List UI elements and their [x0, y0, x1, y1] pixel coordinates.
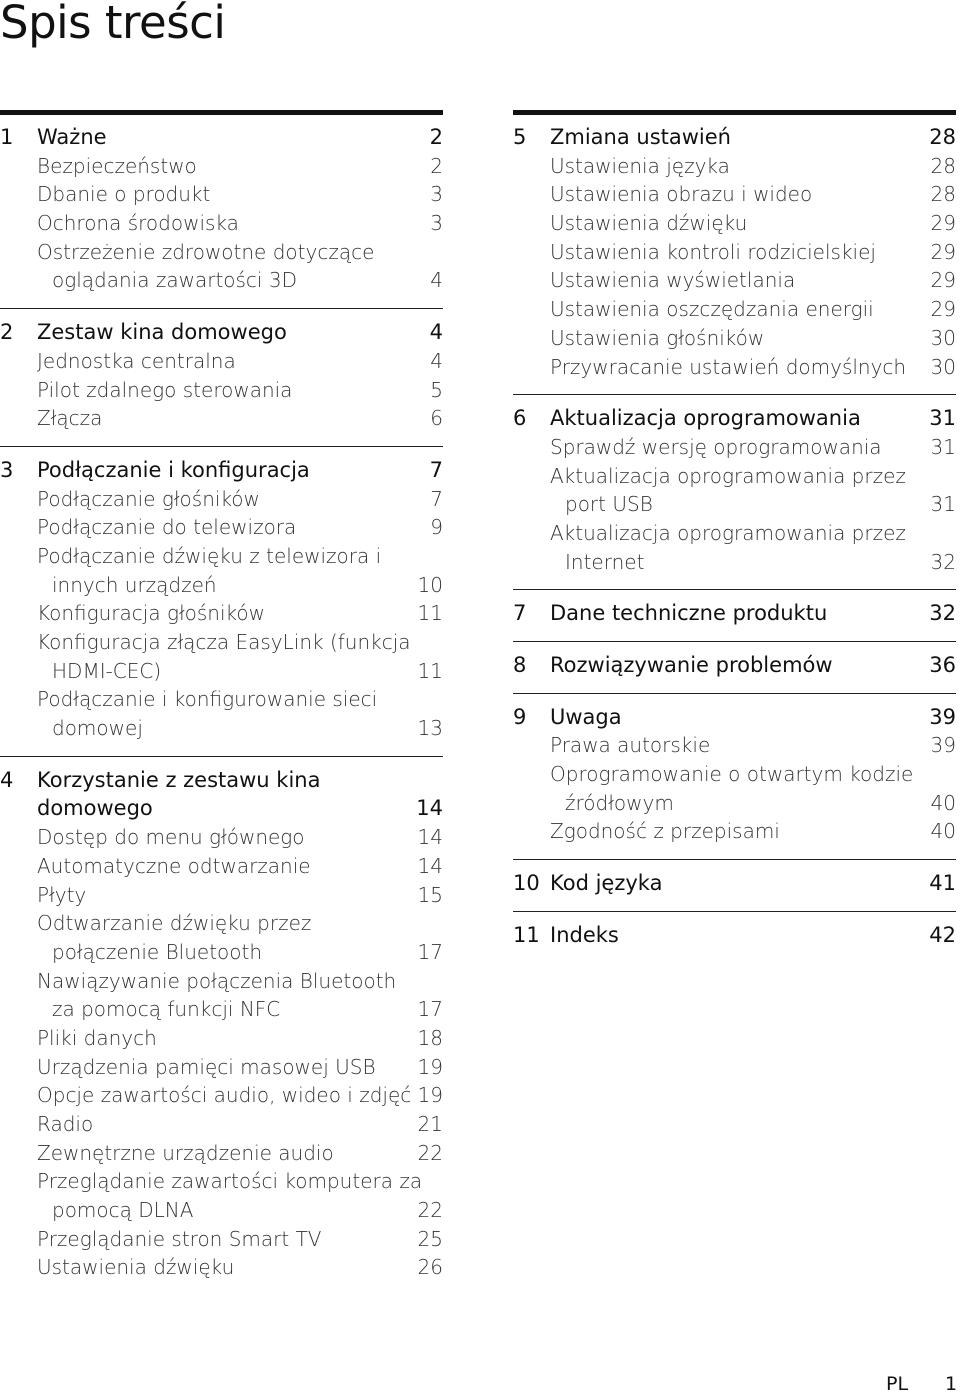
- chapter-title: Podłączanie i konfiguracja: [37, 457, 310, 482]
- toc-entry[interactable]: [513, 817, 956, 846]
- toc-entry-label: Płyty: [37, 882, 87, 907]
- chapter-page-number: 42: [929, 922, 956, 947]
- toc-entry-label: Aktualizacja oprogramowania przez: [550, 463, 906, 488]
- toc-entry-label: port USB: [565, 492, 653, 517]
- chapter-number: 3: [0, 457, 14, 482]
- toc-entry[interactable]: [513, 353, 956, 382]
- toc-entry-page-number: 17: [417, 997, 443, 1022]
- toc-entry[interactable]: [0, 1139, 443, 1168]
- toc-section: [0, 308, 443, 433]
- toc-entry-page-number: 40: [930, 790, 956, 815]
- chapter-page-number: 28: [929, 125, 956, 149]
- toc-entry-page-number: 32: [930, 549, 956, 574]
- toc-entry-label: Bezpieczeństwo: [37, 153, 197, 178]
- toc-chapter-heading[interactable]: [0, 766, 443, 795]
- toc-entry-label: Internet: [565, 549, 645, 574]
- toc-entry[interactable]: [0, 209, 443, 238]
- toc-entry-page-number: 21: [417, 1112, 443, 1136]
- toc-chapter-heading[interactable]: [513, 869, 956, 898]
- toc-entry[interactable]: [0, 1196, 443, 1225]
- toc-entry[interactable]: [0, 180, 443, 209]
- toc-entry-page-number: 19: [417, 1054, 443, 1079]
- toc-entry-label: Ustawienia dźwięku: [37, 1255, 235, 1280]
- toc-entry[interactable]: [0, 881, 443, 910]
- toc-entry[interactable]: [0, 1225, 443, 1254]
- toc-entry-label: Przeglądanie zawartości komputera za: [37, 1169, 423, 1194]
- toc-entry-label: Ustawienia oszczędzania energii: [550, 297, 874, 322]
- toc-entry[interactable]: [0, 1081, 443, 1110]
- toc-entry[interactable]: [0, 599, 443, 628]
- toc-entry-page-number: 3: [430, 211, 443, 236]
- toc-chapter-heading[interactable]: [513, 703, 956, 732]
- chapter-number: 2: [0, 320, 14, 345]
- toc-entry-label: Dbanie o produkt: [37, 182, 211, 207]
- toc-entry[interactable]: [0, 404, 443, 433]
- toc-entry-label: Przeglądanie stron Smart TV: [37, 1226, 322, 1251]
- toc-entry[interactable]: [513, 152, 956, 181]
- chapter-number: 11: [513, 922, 540, 947]
- chapter-page-number: 31: [929, 406, 956, 431]
- toc-entry[interactable]: [513, 238, 956, 267]
- toc-entry-page-number: 11: [417, 658, 443, 683]
- toc-section: [0, 110, 443, 295]
- toc-chapter-heading[interactable]: [513, 921, 956, 950]
- toc-entry-label: połączenie Bluetooth: [52, 939, 263, 964]
- chapter-number: 6: [513, 406, 527, 431]
- toc-column-left: [0, 110, 443, 1282]
- toc-entry-page-number: 7: [430, 486, 443, 511]
- toc-entry-label: Ustawienia języka: [550, 153, 730, 178]
- toc-entry[interactable]: [513, 490, 956, 519]
- toc-entry[interactable]: [513, 760, 956, 789]
- toc-entry-label: Zgodność z przepisami: [550, 819, 780, 844]
- toc-entry-page-number: 22: [417, 1198, 443, 1223]
- toc-entry-page-number: 39: [930, 733, 956, 758]
- toc-entry-page-number: 4: [430, 268, 443, 293]
- toc-entry-page-number: 28: [930, 153, 956, 178]
- toc-entry[interactable]: [0, 685, 443, 714]
- toc-entry-page-number: 22: [417, 1140, 443, 1165]
- chapter-number: 4: [0, 767, 14, 792]
- chapter-page-number: 2: [429, 125, 443, 149]
- toc-entry[interactable]: [513, 462, 956, 491]
- toc-chapter-heading[interactable]: [513, 599, 956, 628]
- toc-entry-label: Dostęp do menu głównego: [37, 825, 305, 850]
- toc-entry-label: Podłączanie do telewizora: [37, 515, 297, 540]
- toc-entry-label: Konfiguracja głośników: [37, 601, 265, 626]
- toc-entry-page-number: 11: [417, 601, 443, 626]
- chapter-title: Kod języka: [550, 871, 663, 896]
- chapter-number: 5: [513, 125, 527, 149]
- toc-chapter-heading[interactable]: [513, 651, 956, 680]
- chapter-number: 1: [0, 125, 14, 149]
- toc-entry-label: Pliki danych: [37, 1025, 157, 1050]
- chapter-title: Uwaga: [550, 704, 622, 729]
- toc-entry-label: Podłączanie dźwięku z telewizora i: [37, 543, 382, 568]
- toc-entry-label: Konfiguracja złącza EasyLink (funkcja: [37, 630, 411, 654]
- toc-section: [513, 394, 956, 576]
- toc-entry[interactable]: [0, 995, 443, 1024]
- toc-entry-label: Przywracanie ustawień domyślnych: [550, 354, 907, 379]
- toc-entry[interactable]: [513, 295, 956, 324]
- toc-entry-page-number: 10: [417, 572, 443, 597]
- toc-entry[interactable]: [0, 513, 443, 542]
- toc-section: [513, 859, 956, 898]
- toc-entry-label: Ustawienia głośników: [550, 325, 765, 350]
- chapter-title: Korzystanie z zestawu kina: [37, 767, 321, 792]
- toc-entry[interactable]: [0, 967, 443, 996]
- toc-entry-page-number: 14: [417, 853, 443, 878]
- toc-entry-label: Odtwarzanie dźwięku przez: [37, 911, 312, 936]
- chapter-number: 10: [513, 871, 540, 896]
- toc-section: [0, 446, 443, 743]
- toc-chapter-heading[interactable]: [513, 123, 956, 152]
- toc-entry-label: Aktualizacja oprogramowania przez: [550, 520, 906, 545]
- toc-entry-label: innych urządzeń: [52, 572, 217, 597]
- chapter-page-number: 41: [929, 871, 956, 896]
- chapter-number: 8: [513, 653, 527, 677]
- toc-entry-label: Urządzenia pamięci masowej USB: [37, 1054, 376, 1079]
- toc-entry[interactable]: [0, 485, 443, 514]
- toc-entry-label: pomocą DLNA: [52, 1198, 194, 1223]
- toc-entry-label: Podłączanie głośników: [37, 486, 260, 511]
- toc-entry-page-number: 29: [930, 297, 956, 322]
- toc-entry-page-number: 14: [417, 825, 443, 850]
- toc-entry-label: Zewnętrzne urządzenie audio: [37, 1140, 334, 1165]
- chapter-title: Aktualizacja oprogramowania: [550, 406, 861, 431]
- toc-entry-page-number: 2: [430, 153, 443, 178]
- toc-entry[interactable]: [513, 519, 956, 548]
- toc-entry-label: Radio: [37, 1112, 94, 1136]
- toc-entry[interactable]: [0, 657, 443, 686]
- toc-entry-label: Oprogramowanie o otwartym kodzie: [550, 762, 914, 787]
- chapter-page-number: 4: [429, 320, 443, 345]
- toc-entry-page-number: 28: [930, 182, 956, 207]
- toc-entry-label: Opcje zawartości audio, wideo i zdjęć: [37, 1083, 412, 1108]
- toc-entry-page-number: 30: [930, 354, 956, 379]
- toc-section: [513, 110, 956, 381]
- toc-section: [513, 589, 956, 628]
- toc-chapter-heading[interactable]: [0, 794, 443, 823]
- toc-entry-label: Pilot zdalnego sterowania: [37, 377, 293, 402]
- toc-entry-page-number: 31: [930, 492, 956, 517]
- toc-entry-page-number: 4: [430, 348, 443, 373]
- toc-entry[interactable]: [0, 347, 443, 376]
- toc-chapter-heading[interactable]: [513, 404, 956, 433]
- chapter-title: Zmiana ustawień: [550, 125, 731, 149]
- chapter-title: Ważne: [37, 125, 107, 149]
- toc-entry[interactable]: [0, 909, 443, 938]
- chapter-page-number: 14: [416, 796, 443, 821]
- toc-section: [513, 693, 956, 846]
- toc-entry[interactable]: [513, 209, 956, 238]
- toc-entry[interactable]: [0, 542, 443, 571]
- toc-entry-page-number: 17: [417, 939, 443, 964]
- toc-entry-label: Prawa autorskie: [550, 733, 711, 758]
- toc-entry-page-number: 31: [930, 434, 956, 459]
- footer-language-code: PL: [886, 1373, 909, 1395]
- toc-entry-page-number: 6: [430, 406, 443, 431]
- toc-entry[interactable]: [513, 789, 956, 818]
- chapter-title: Zestaw kina domowego: [37, 320, 287, 345]
- toc-entry[interactable]: [513, 324, 956, 353]
- toc-entry[interactable]: [0, 714, 443, 743]
- toc-entry-label: Ustawienia obrazu i wideo: [550, 182, 813, 207]
- toc-entry-page-number: 29: [930, 211, 956, 236]
- chapter-title: Dane techniczne produktu: [550, 601, 828, 626]
- chapter-page-number: 32: [929, 601, 956, 626]
- toc-entry-label: oglądania zawartości 3D: [52, 268, 297, 293]
- toc-entry-label: Ustawienia wyświetlania: [550, 268, 796, 293]
- toc-entry[interactable]: [0, 852, 443, 881]
- page-title: Spis treści: [0, 0, 226, 49]
- toc-entry[interactable]: [0, 1253, 443, 1282]
- toc-entry-label: źródłowym: [565, 790, 674, 815]
- toc-entry[interactable]: [0, 152, 443, 181]
- toc-entry[interactable]: [513, 266, 956, 295]
- toc-entry-page-number: 29: [930, 268, 956, 293]
- chapter-number: 7: [513, 601, 527, 626]
- toc-entry[interactable]: [0, 1110, 443, 1139]
- toc-entry-page-number: 29: [930, 239, 956, 264]
- toc-entry[interactable]: [0, 238, 443, 267]
- toc-entry-page-number: 25: [417, 1226, 443, 1251]
- chapter-page-number: 39: [929, 704, 956, 729]
- toc-chapter-heading[interactable]: [0, 123, 443, 152]
- toc-entry-label: Automatyczne odtwarzanie: [37, 853, 311, 878]
- toc-column-right: [513, 110, 956, 950]
- toc-entry[interactable]: [513, 180, 956, 209]
- chapter-page-number: 7: [429, 457, 443, 482]
- chapter-title: domowego: [37, 796, 153, 821]
- toc-entry-page-number: 9: [430, 515, 443, 540]
- toc-entry-page-number: 13: [417, 716, 443, 741]
- toc-entry-page-number: 26: [417, 1255, 443, 1280]
- chapter-page-number: 36: [929, 653, 956, 677]
- toc-entry-label: Ustawienia kontroli rodzicielskiej: [550, 239, 876, 264]
- toc-entry-label: Nawiązywanie połączenia Bluetooth: [37, 968, 397, 993]
- toc-entry-label: Sprawdź wersję oprogramowania: [550, 434, 882, 459]
- toc-entry-page-number: 19: [417, 1083, 443, 1108]
- toc-entry-label: Jednostka centralna: [37, 348, 236, 373]
- toc-entry[interactable]: [0, 1167, 443, 1196]
- toc-entry[interactable]: [513, 731, 956, 760]
- toc-entry[interactable]: [513, 433, 956, 462]
- toc-entry-label: Podłączanie i konfigurowanie sieci: [37, 687, 378, 712]
- toc-entry[interactable]: [0, 1024, 443, 1053]
- toc-entry-label: domowej: [52, 716, 143, 741]
- toc-entry[interactable]: [0, 938, 443, 967]
- toc-entry[interactable]: [0, 571, 443, 600]
- chapter-title: Indeks: [550, 922, 619, 947]
- chapter-number: 9: [513, 704, 527, 729]
- toc-section: [513, 641, 956, 680]
- toc-chapter-heading[interactable]: [0, 318, 443, 347]
- toc-entry-page-number: 3: [430, 182, 443, 207]
- toc-entry-label: HDMI-CEC): [52, 658, 162, 683]
- toc-entry-label: Ostrzeżenie zdrowotne dotyczące: [37, 239, 375, 264]
- toc-entry-label: Ochrona środowiska: [37, 211, 239, 236]
- toc-entry-page-number: 5: [430, 377, 443, 402]
- toc-entry-page-number: 15: [417, 882, 443, 907]
- toc-section: [513, 911, 956, 950]
- toc-entry[interactable]: [0, 823, 443, 852]
- footer-page-number: 1: [945, 1373, 958, 1395]
- toc-entry[interactable]: [0, 376, 443, 405]
- toc-entry-page-number: 40: [930, 819, 956, 844]
- toc-entry-label: Złącza: [37, 406, 103, 431]
- toc-entry[interactable]: [0, 1053, 443, 1082]
- toc-entry[interactable]: [513, 548, 956, 577]
- toc-entry-label: Ustawienia dźwięku: [550, 211, 748, 236]
- toc-entry-page-number: 30: [930, 325, 956, 350]
- toc-section: [0, 756, 443, 1282]
- toc-entry[interactable]: [0, 628, 443, 657]
- toc-chapter-heading[interactable]: [0, 456, 443, 485]
- toc-entry-page-number: 18: [417, 1025, 443, 1050]
- toc-entry[interactable]: [0, 266, 443, 295]
- chapter-title: Rozwiązywanie problemów: [550, 653, 833, 677]
- toc-entry-label: za pomocą funkcji NFC: [52, 997, 281, 1022]
